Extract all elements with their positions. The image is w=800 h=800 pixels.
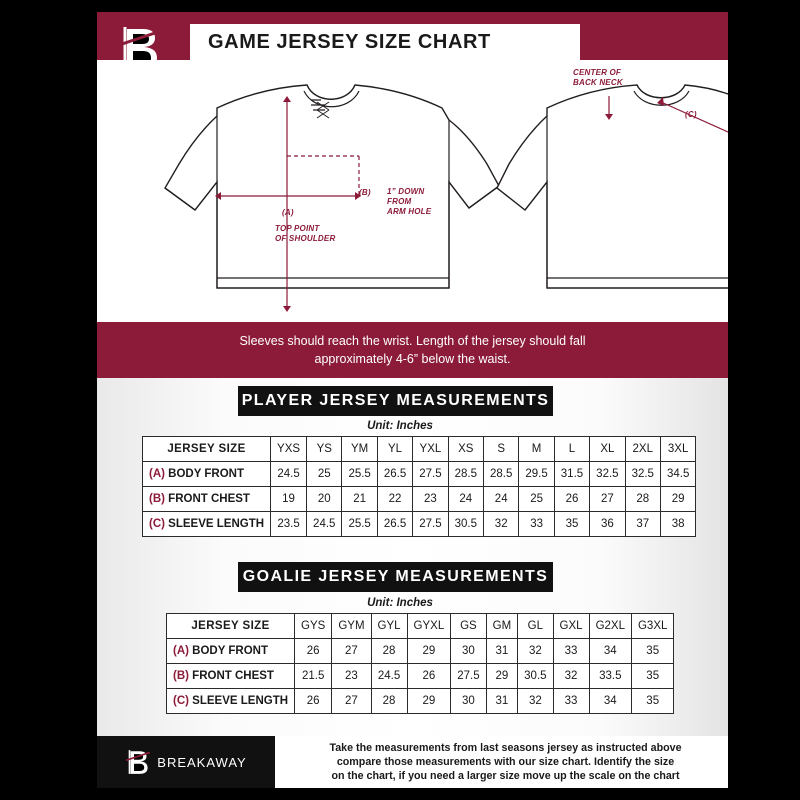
table-cell: 31 (486, 639, 518, 664)
callout-c: (C) (685, 110, 697, 119)
table-cell: 27.5 (413, 512, 448, 537)
table-cell: 24 (484, 487, 519, 512)
callout-b: (B) (359, 188, 371, 197)
row-header: (A) BODY FRONT (143, 462, 271, 487)
footer-line2: compare those measurements with our size chart. Identify the size (336, 756, 675, 768)
table-cell: 31.5 (554, 462, 589, 487)
table-row (143, 487, 696, 512)
column-header-yxs: YXS (271, 437, 307, 462)
header-right-block (728, 12, 800, 60)
table-cell: 35 (631, 689, 673, 714)
table-cell: 29 (407, 689, 451, 714)
column-header-g3xl: G3XL (631, 614, 673, 639)
column-header-gs: GS (451, 614, 486, 639)
table-cell: 22 (377, 487, 412, 512)
column-header-size: JERSEY SIZE (167, 614, 295, 639)
callout-a: (A) (282, 208, 294, 217)
column-header-2xl: 2XL (625, 437, 660, 462)
table-cell: 24.5 (307, 512, 342, 537)
column-header-gxl: GXL (553, 614, 589, 639)
table-cell: 35 (631, 639, 673, 664)
table-row (143, 512, 696, 537)
table-cell: 24.5 (371, 664, 407, 689)
table-cell: 20 (307, 487, 342, 512)
table-cell: 32 (518, 639, 553, 664)
footer-line1: Take the measurements from last seasons jersey as instructed above (329, 742, 682, 754)
column-header-m: M (519, 437, 554, 462)
player-section-title: PLAYER JERSEY MEASUREMENTS (241, 392, 550, 409)
row-header: (B) FRONT CHEST (167, 664, 295, 689)
table-cell: 37 (625, 512, 660, 537)
column-header-ys: YS (307, 437, 342, 462)
table-cell: 27.5 (451, 664, 486, 689)
player-unit-label: Unit: Inches (367, 420, 433, 432)
table-cell: 26.5 (377, 512, 412, 537)
page-footer (97, 736, 728, 788)
footer-line3: on the chart, if you need a larger size move up the scale on the chart (331, 770, 680, 782)
table-cell: 25 (519, 487, 554, 512)
table-cell: 26 (295, 639, 332, 664)
column-header-gym: GYM (332, 614, 371, 639)
fit-note-line1: Sleeves should reach the wrist. Length of the jersey should fall (239, 334, 586, 348)
table-cell: 34.5 (660, 462, 695, 487)
table-cell: 23 (413, 487, 448, 512)
table-cell: 29.5 (519, 462, 554, 487)
page-title: GAME JERSEY SIZE CHART (208, 30, 491, 53)
player-section-title-bar (238, 386, 553, 416)
table-cell: 32 (553, 664, 589, 689)
row-header: (C) SLEEVE LENGTH (167, 689, 295, 714)
table-cell: 21.5 (295, 664, 332, 689)
table-cell: 28 (371, 689, 407, 714)
row-tag: (C) (149, 518, 169, 530)
row-header: (B) FRONT CHEST (143, 487, 271, 512)
footer-brand-block (97, 736, 275, 788)
table-header-row (143, 437, 696, 462)
row-tag: (A) (149, 468, 169, 480)
table-cell: 36 (590, 512, 625, 537)
callout-a-description: TOP POINT OF SHOULDER (275, 224, 336, 243)
goalie-measurements-table (166, 613, 674, 714)
table-cell: 23 (332, 664, 371, 689)
table-cell: 25 (307, 462, 342, 487)
goalie-section-title-bar (238, 562, 553, 592)
row-tag: (B) (173, 670, 193, 682)
table-cell: 34 (589, 639, 631, 664)
table-cell: 25.5 (342, 512, 377, 537)
table-row (167, 639, 674, 664)
player-measurements-table (142, 436, 696, 537)
column-header-yl: YL (377, 437, 412, 462)
table-cell: 19 (271, 487, 307, 512)
column-header-gys: GYS (295, 614, 332, 639)
table-cell: 21 (342, 487, 377, 512)
table-cell: 24 (448, 487, 483, 512)
table-cell: 32.5 (625, 462, 660, 487)
table-cell: 33 (519, 512, 554, 537)
fit-note-banner (97, 322, 728, 378)
table-cell: 27.5 (413, 462, 448, 487)
table-cell: 25.5 (342, 462, 377, 487)
column-header-xl: XL (590, 437, 625, 462)
goalie-unit-label: Unit: Inches (367, 597, 433, 609)
table-cell: 30 (451, 689, 486, 714)
callout-b-description: 1” DOWN FROM ARM HOLE (387, 187, 432, 216)
table-cell: 29 (660, 487, 695, 512)
table-cell: 27 (332, 689, 371, 714)
column-header-3xl: 3XL (660, 437, 695, 462)
table-cell: 31 (486, 689, 518, 714)
table-cell: 38 (660, 512, 695, 537)
column-header-gyxl: GYXL (407, 614, 451, 639)
table-cell: 24.5 (271, 462, 307, 487)
table-cell: 27 (332, 639, 371, 664)
column-header-ym: YM (342, 437, 377, 462)
table-cell: 32 (484, 512, 519, 537)
column-header-size: JERSEY SIZE (143, 437, 271, 462)
goalie-section-title: GOALIE JERSEY MEASUREMENTS (242, 568, 549, 585)
column-header-s: S (484, 437, 519, 462)
table-cell: 30 (451, 639, 486, 664)
table-cell: 33 (553, 639, 589, 664)
table-cell: 26 (407, 664, 451, 689)
table-row (167, 664, 674, 689)
table-cell: 33.5 (589, 664, 631, 689)
table-cell: 32 (518, 689, 553, 714)
table-cell: 33 (553, 689, 589, 714)
table-cell: 35 (631, 664, 673, 689)
table-cell: 28.5 (448, 462, 483, 487)
column-header-l: L (554, 437, 589, 462)
breakaway-b-logo-icon (125, 747, 151, 777)
row-tag: (B) (149, 493, 169, 505)
table-cell: 28 (625, 487, 660, 512)
column-header-yxl: YXL (413, 437, 448, 462)
callout-c-description: CENTER OF BACK NECK (573, 68, 623, 87)
table-cell: 35 (554, 512, 589, 537)
table-cell: 28.5 (484, 462, 519, 487)
table-cell: 27 (590, 487, 625, 512)
row-tag: (A) (173, 645, 193, 657)
table-cell: 26 (295, 689, 332, 714)
table-cell: 30.5 (518, 664, 553, 689)
fit-note-line2: approximately 4-6” below the waist. (314, 352, 511, 366)
footer-brand-name: BREAKAWAY (157, 754, 247, 770)
row-header: (A) BODY FRONT (167, 639, 295, 664)
table-cell: 26.5 (377, 462, 412, 487)
table-row (143, 462, 696, 487)
table-cell: 30.5 (448, 512, 483, 537)
table-cell: 32.5 (590, 462, 625, 487)
table-cell: 29 (486, 664, 518, 689)
row-header: (C) SLEEVE LENGTH (143, 512, 271, 537)
table-cell: 29 (407, 639, 451, 664)
column-header-xs: XS (448, 437, 483, 462)
table-cell: 23.5 (271, 512, 307, 537)
table-cell: 34 (589, 689, 631, 714)
table-cell: 26 (554, 487, 589, 512)
header-title-box (190, 24, 580, 60)
table-header-row (167, 614, 674, 639)
jersey-illustration-panel (97, 60, 728, 322)
column-header-gm: GM (486, 614, 518, 639)
table-cell: 28 (371, 639, 407, 664)
row-tag: (C) (173, 695, 193, 707)
column-header-g2xl: G2XL (589, 614, 631, 639)
column-header-gl: GL (518, 614, 553, 639)
table-row (167, 689, 674, 714)
footer-instructions (283, 736, 728, 788)
column-header-gyl: GYL (371, 614, 407, 639)
header-left-block (0, 12, 97, 60)
